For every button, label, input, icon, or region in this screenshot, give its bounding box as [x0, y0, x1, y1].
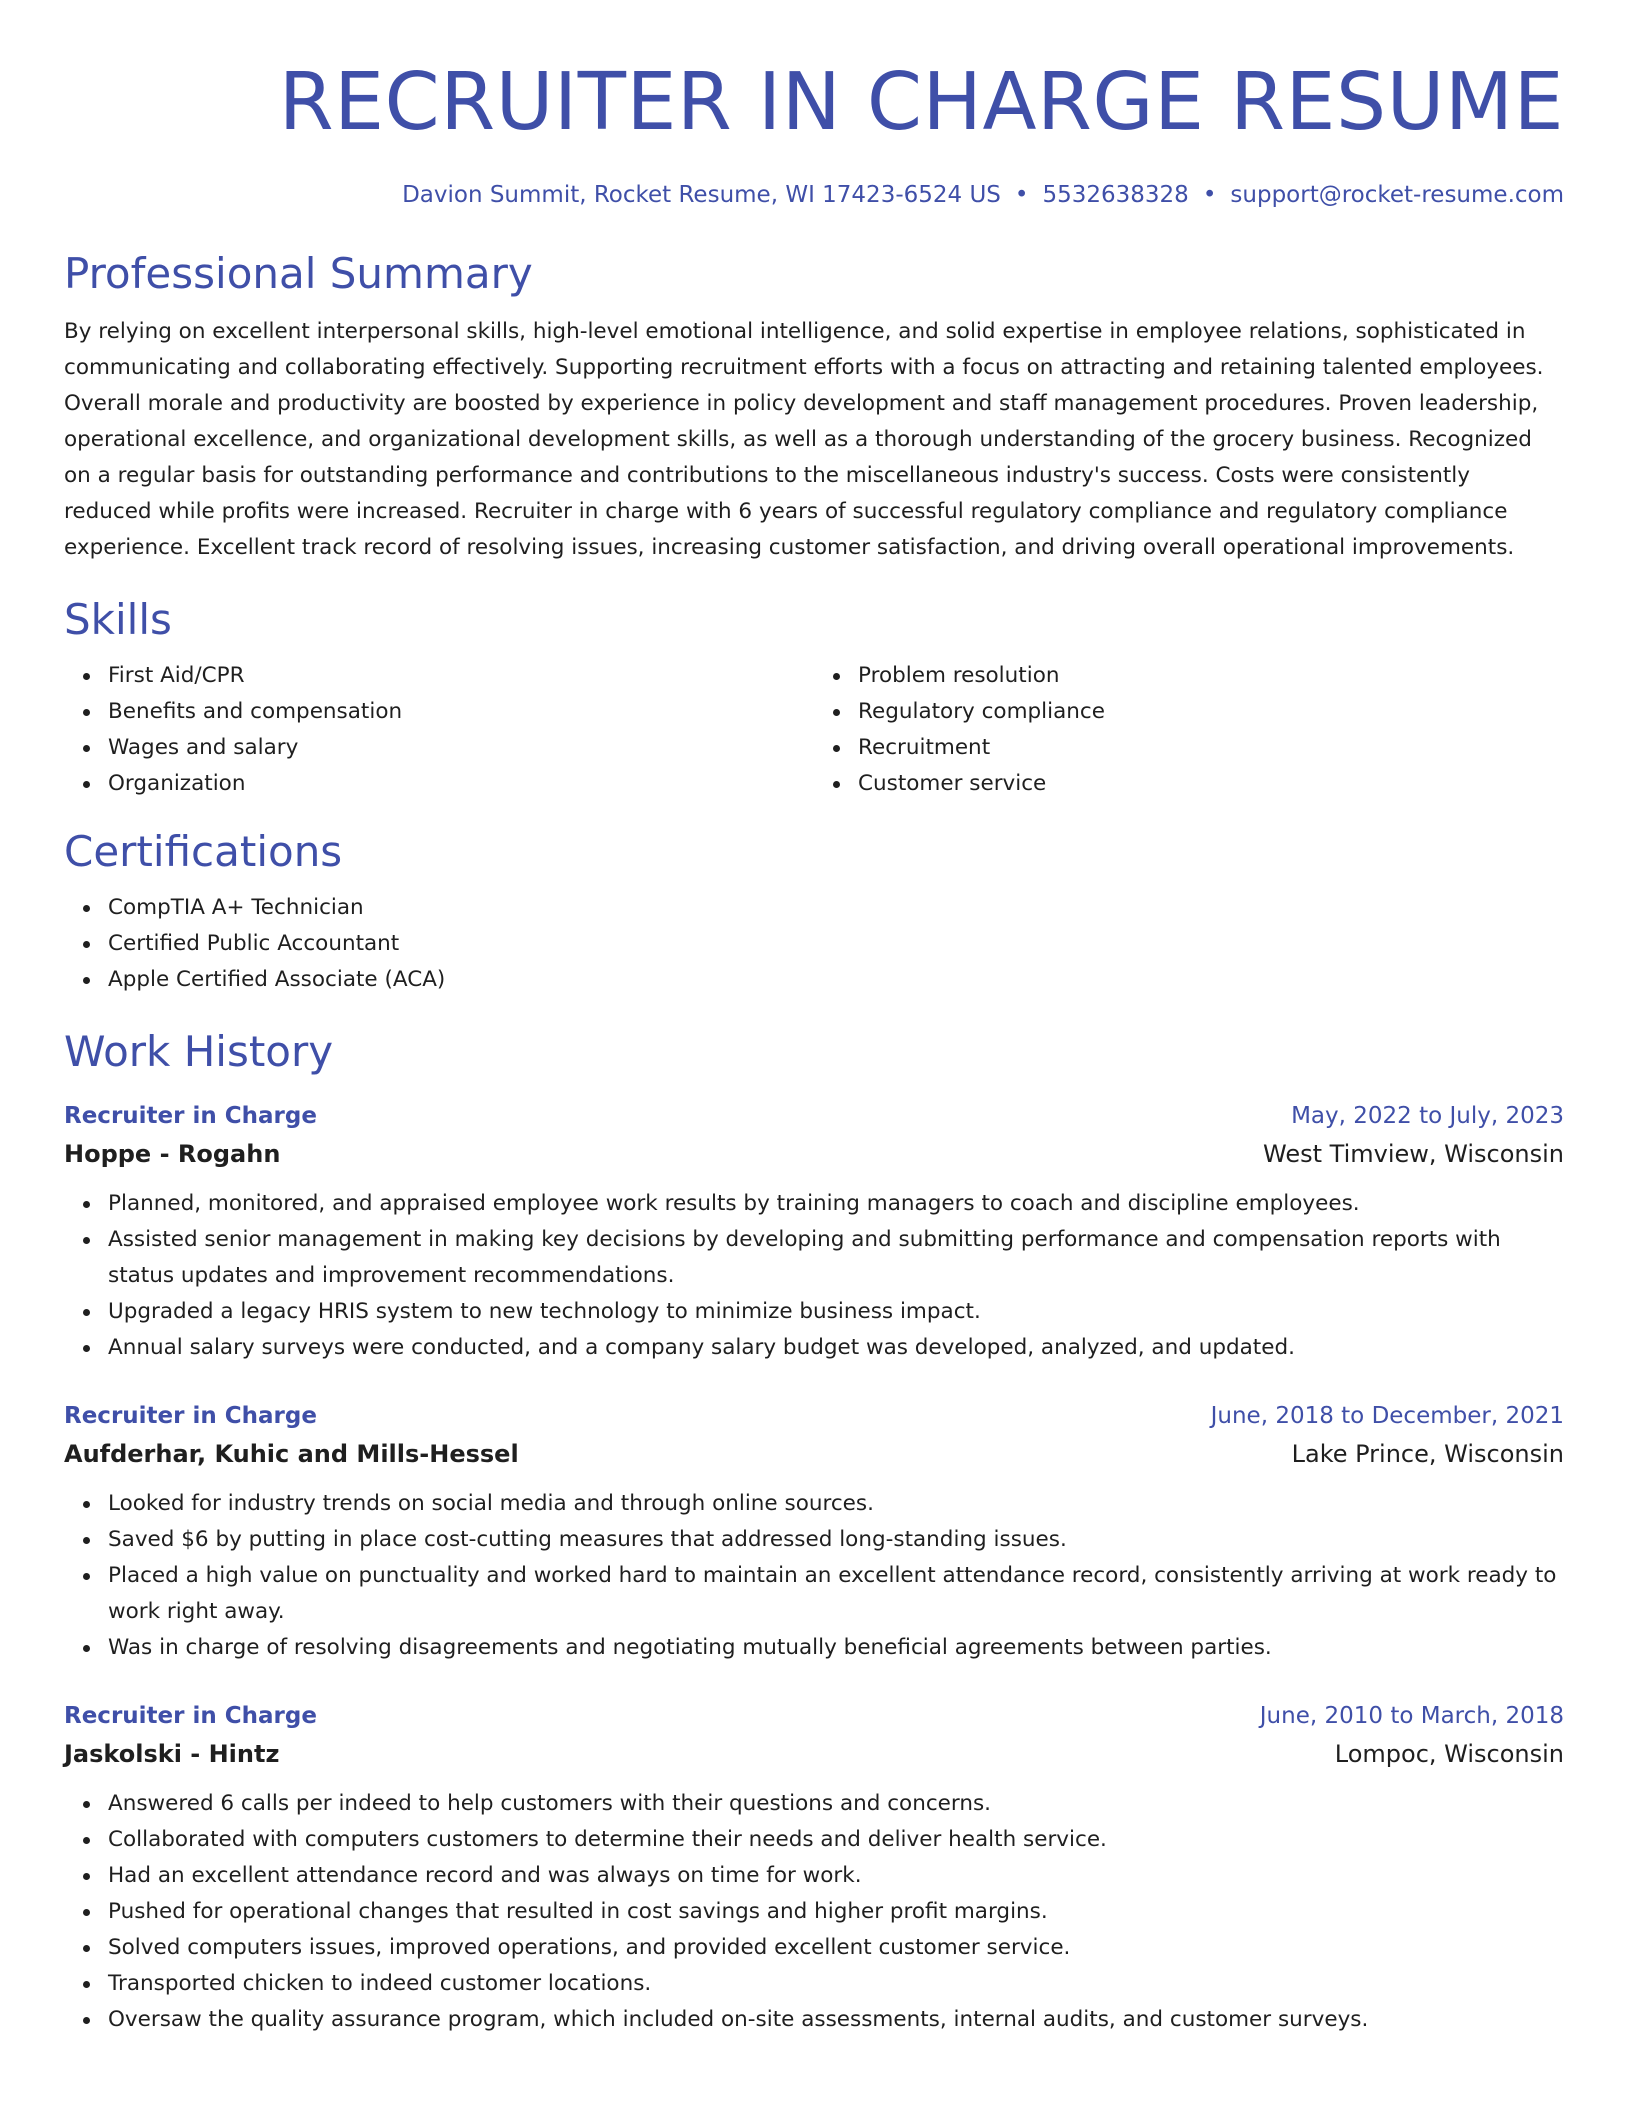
job-bullets	[64, 1786, 1564, 2038]
summary-heading: Professional Summary	[64, 249, 533, 298]
skills-column-right	[814, 658, 1564, 802]
job-location: Lake Prince, Wisconsin	[1291, 1440, 1564, 1468]
job-dates: June, 2010 to March, 2018	[1259, 1703, 1564, 1729]
job-bullet: Looked for industry trends on social media and through online sources.	[108, 1486, 1564, 1522]
job-company: Hoppe - Rogahn	[64, 1140, 281, 1168]
contact-address: Davion Summit, Rocket Resume, WI 17423-6524 US	[402, 182, 1001, 208]
resume-title: RECRUITER IN CHARGE RESUME	[278, 56, 1564, 148]
summary-text: By relying on excellent interpersonal skills, high-level emotional intelligence, and solid expertise in employee relations, sophisticated in communicating and collaborating effectively. Supporting recruitment efforts with a focus on attracting and retaining talented employees. Overall morale and productivity are boosted by experience in policy development and staff management procedures. Proven leadership, operational excellence, and organizational development skills, as well as a thorough understanding of the grocery business. Recognized on a regular basis for outstanding performance and contributions to the miscellaneous industry's success. Costs were consistently reduced while profits were increased. Recruiter in charge with 6 years of successful regulatory compliance and regulatory compliance experience. Excellent track record of resolving issues, increasing customer satisfaction, and driving overall operational improvements.	[64, 319, 1544, 560]
contact-line	[64, 180, 1564, 210]
job-bullet: Assisted senior management in making key decisions by developing and submitting performance and compensation reports with status updates and improvement recommendations.	[108, 1222, 1564, 1294]
job-title: Recruiter in Charge	[64, 1703, 317, 1729]
job-location: West Timview, Wisconsin	[1263, 1140, 1564, 1168]
job-bullet: Transported chicken to indeed customer locations.	[108, 1966, 1564, 2002]
skill-item: Regulatory compliance	[858, 694, 1564, 730]
job-bullets	[64, 1486, 1564, 1666]
contact-email: support@rocket-resume.com	[1230, 182, 1564, 208]
job-company: Jaskolski - Hintz	[64, 1740, 280, 1768]
job-bullet: Planned, monitored, and appraised employee work results by training managers to coach and discipline employees.	[108, 1186, 1564, 1222]
skill-item: First Aid/CPR	[108, 658, 814, 694]
certifications-heading: Certifications	[64, 827, 343, 876]
job-bullet: Annual salary surveys were conducted, and a company salary budget was developed, analyzed, and updated.	[108, 1330, 1564, 1366]
job-bullet: Solved computers issues, improved operations, and provided excellent customer service.	[108, 1930, 1564, 1966]
skills-column-left	[64, 658, 814, 802]
job-bullets	[64, 1186, 1564, 1366]
job-bullet: Placed a high value on punctuality and worked hard to maintain an excellent attendance record, consistently arriving at work ready to work right away.	[108, 1558, 1564, 1630]
job-title: Recruiter in Charge	[64, 1103, 317, 1129]
separator-dot: •	[1014, 182, 1029, 208]
skill-item: Recruitment	[858, 730, 1564, 766]
skills-heading: Skills	[64, 595, 172, 644]
job-bullet: Had an excellent attendance record and was always on time for work.	[108, 1858, 1564, 1894]
job-bullet: Answered 6 calls per indeed to help customers with their questions and concerns.	[108, 1786, 1564, 1822]
skill-item: Organization	[108, 766, 814, 802]
skill-item: Wages and salary	[108, 730, 814, 766]
separator-dot: •	[1202, 182, 1217, 208]
job-dates: May, 2022 to July, 2023	[1291, 1103, 1564, 1129]
job-company: Aufderhar, Kuhic and Mills-Hessel	[64, 1440, 519, 1468]
job-title: Recruiter in Charge	[64, 1403, 317, 1429]
skills-list	[64, 658, 1564, 802]
job-location: Lompoc, Wisconsin	[1334, 1740, 1564, 1768]
work-history-heading: Work History	[64, 1027, 334, 1076]
job-bullet: Upgraded a legacy HRIS system to new technology to minimize business impact.	[108, 1294, 1564, 1330]
job-bullet: Saved $6 by putting in place cost-cutting measures that addressed long-standing issues.	[108, 1522, 1564, 1558]
certifications-list	[64, 890, 1564, 998]
job-entry	[64, 1098, 1564, 1366]
certification-item: Apple Certified Associate (ACA)	[108, 962, 1564, 998]
job-entry	[64, 1398, 1564, 1666]
certification-item: Certified Public Accountant	[108, 926, 1564, 962]
contact-phone: 5532638328	[1042, 182, 1189, 208]
skill-item: Customer service	[858, 766, 1564, 802]
job-bullet: Collaborated with computers customers to determine their needs and deliver health service.	[108, 1822, 1564, 1858]
skill-item: Problem resolution	[858, 658, 1564, 694]
skill-item: Benefits and compensation	[108, 694, 814, 730]
job-entry	[64, 1698, 1564, 2038]
job-dates: June, 2018 to December, 2021	[1210, 1403, 1564, 1429]
certification-item: CompTIA A+ Technician	[108, 890, 1564, 926]
job-bullet: Was in charge of resolving disagreements and negotiating mutually beneficial agreements between parties.	[108, 1630, 1564, 1666]
job-bullet: Pushed for operational changes that resulted in cost savings and higher profit margins.	[108, 1894, 1564, 1930]
job-bullet: Oversaw the quality assurance program, which included on-site assessments, internal audits, and customer surveys.	[108, 2002, 1564, 2038]
